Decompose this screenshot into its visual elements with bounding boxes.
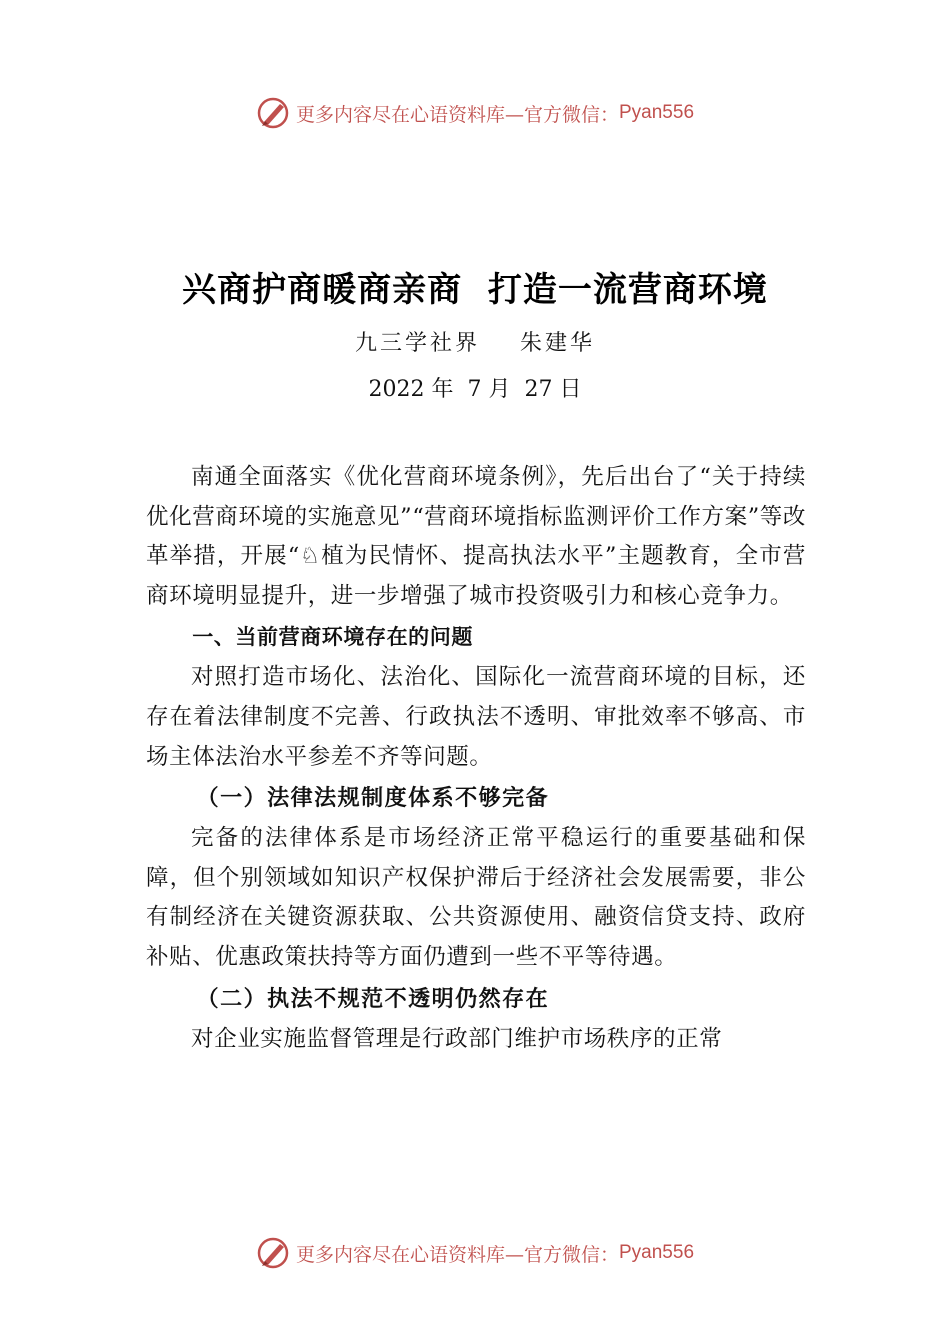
- pen-logo-icon: [256, 1236, 290, 1270]
- paragraph: 南通全面落实《优化营商环境条例》，先后出台了“关于持续优化营商环境的实施意见”“营商环境指标监测评价工作方案”等改革举措，开展“♘植为民情怀、提高执法水平”主题教育，全市营商环境明显提升，进一步增强了城市投资吸引力和核心竞争力。: [146, 464, 807, 609]
- date-line: 2022 年 7 月 27 日: [368, 377, 582, 402]
- pen-logo-icon: [256, 96, 290, 130]
- watermark-header: [0, 96, 950, 130]
- paragraph: 对照打造市场化、法治化、国际化一流营商环境的目标，还存在着法律制度不完善、行政执法不透明、审批效率不够高、市场主体法治水平参差不齐等问题。: [146, 664, 806, 770]
- watermark-text: 更多内容尽在心语资料库—官方微信：: [295, 103, 619, 126]
- author-line: 九三学社界 朱建华: [355, 331, 595, 356]
- document-body: [146, 458, 806, 1059]
- watermark-footer: [0, 1236, 950, 1270]
- watermark-wechat-id: Pyan556: [619, 102, 695, 123]
- watermark-wechat-id: Pyan556: [619, 1242, 695, 1263]
- paragraph: 完备的法律体系是市场经济正常平稳运行的重要基础和保障，但个别领域如知识产权保护滞后于经济社会发展需要，非公有制经济在关键资源获取、公共资源使用、融资信贷支持、政府补贴、优惠政策扶持等方面仍遭到一些不平等待遇。: [146, 825, 806, 970]
- document-title: 兴商护商暖商亲商 打造一流营商环境: [182, 270, 768, 310]
- paragraph: 对企业实施监督管理是行政部门维护市场秩序的正常: [191, 1025, 723, 1052]
- subsection-heading: （一）法律法规制度体系不够完备: [196, 785, 550, 812]
- watermark-text: 更多内容尽在心语资料库—官方微信：: [295, 1243, 619, 1266]
- section-heading: 一、当前营商环境存在的问题: [192, 625, 473, 650]
- subsection-heading: （二）执法不规范不透明仍然存在: [196, 985, 550, 1012]
